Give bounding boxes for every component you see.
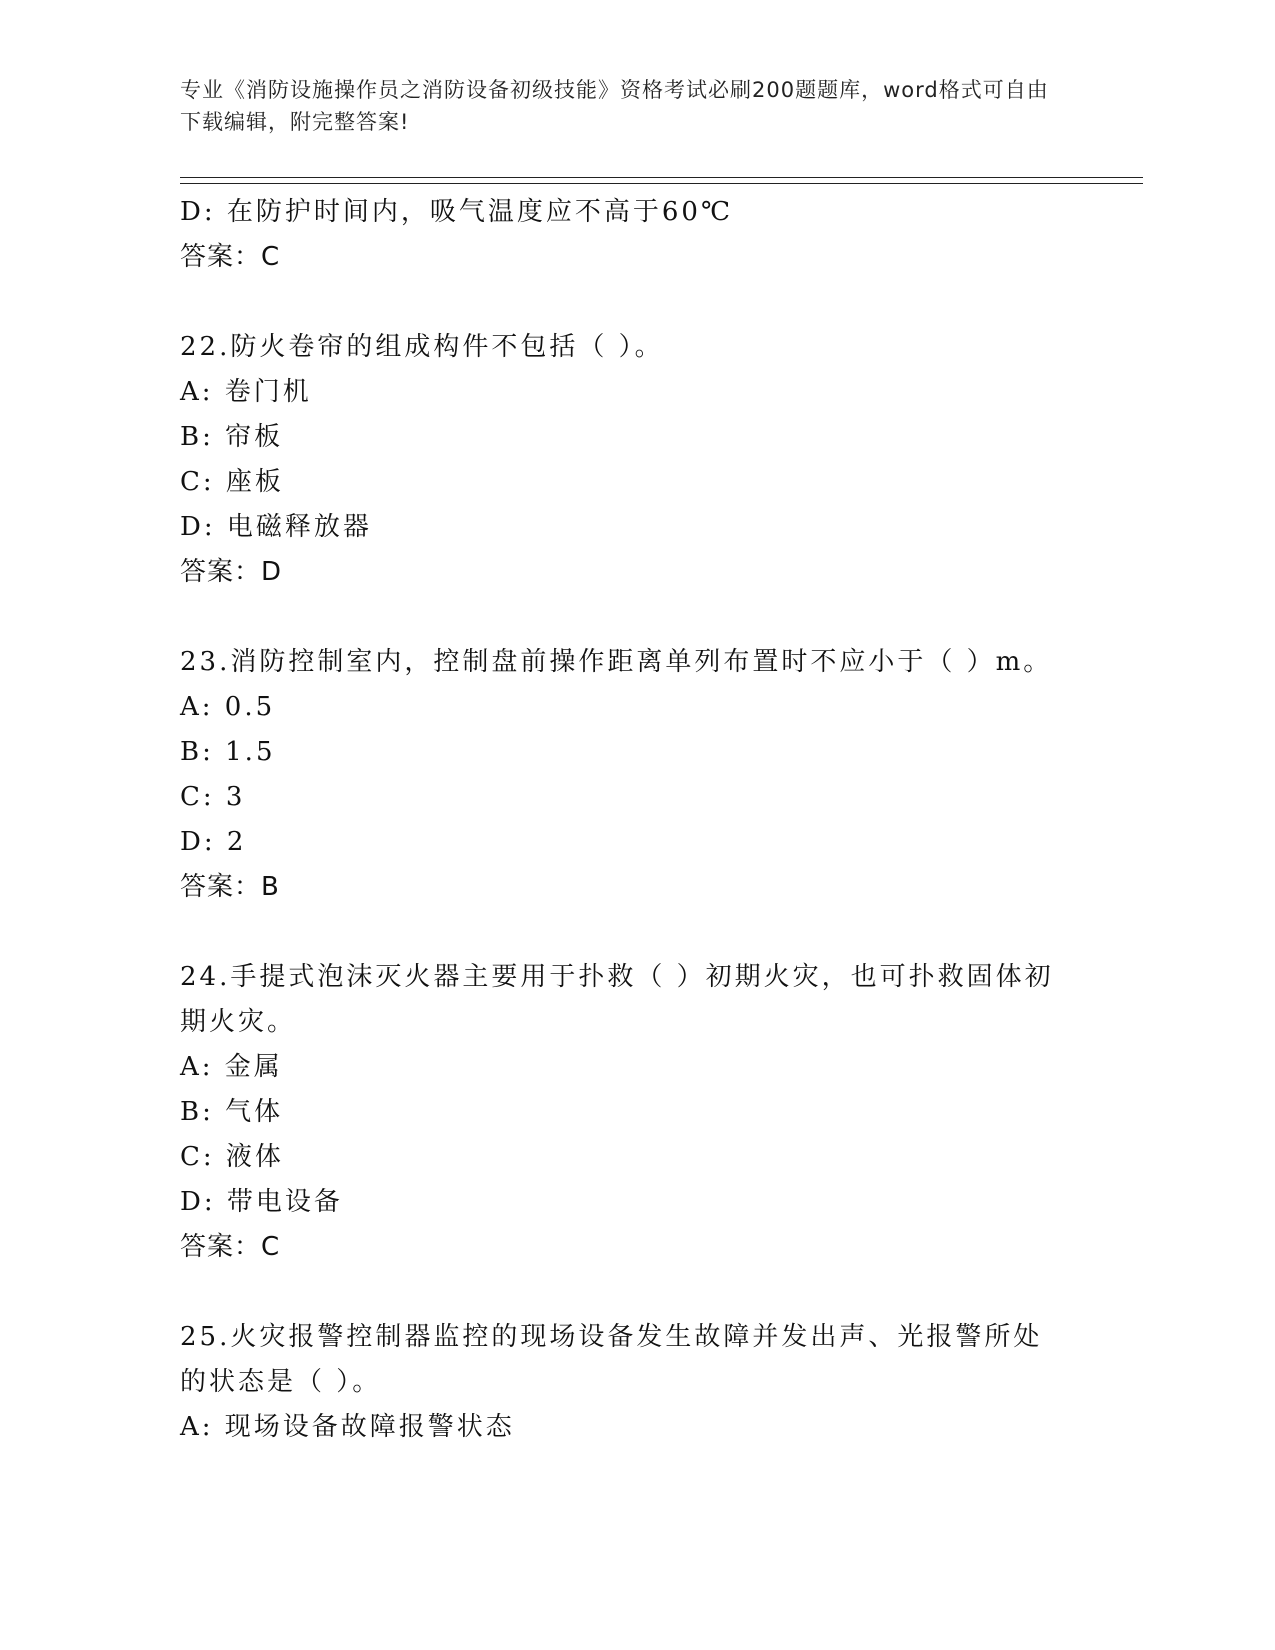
question-23 (180, 640, 1080, 910)
question-23-answer: 答案：B (180, 872, 280, 902)
question-21-option-d: D: 在防护时间内，吸气温度应不高于60℃ (180, 197, 734, 227)
question-24-option-d: D: 带电设备 (180, 1187, 343, 1217)
question-24-answer: 答案：C (180, 1232, 281, 1262)
question-22-stem: 22.防火卷帘的组成构件不包括（ ）。 (180, 332, 664, 362)
question-22-option-a: A: 卷门机 (180, 377, 312, 407)
question-23-option-b: B: 1.5 (180, 737, 276, 767)
question-24-option-c: C: 液体 (180, 1142, 284, 1172)
question-gap (180, 910, 1080, 955)
question-24-option-b: B: 气体 (180, 1097, 284, 1127)
question-21-answer: 答案：C (180, 242, 281, 272)
question-23-stem: 23.消防控制室内，控制盘前操作距离单列布置时不应小于（ ）m。 (180, 647, 1053, 677)
question-22-option-b: B: 帘板 (180, 422, 284, 452)
question-23-option-d: D: 2 (180, 827, 247, 857)
question-content (180, 190, 1080, 1450)
question-24 (180, 955, 1080, 1270)
question-23-option-a: A: 0.5 (180, 692, 276, 722)
question-24-option-a: A: 金属 (180, 1052, 283, 1082)
question-gap (180, 280, 1080, 325)
question-24-stem: 24.手提式泡沫灭火器主要用于扑救（ ）初期火灾，也可扑救固体初期火灾。 (180, 962, 1054, 1037)
question-gap (180, 595, 1080, 640)
question-25 (180, 1315, 1080, 1450)
question-gap (180, 1270, 1080, 1315)
question-22 (180, 325, 1080, 595)
question-23-option-c: C: 3 (180, 782, 246, 812)
question-25-stem: 25.火灾报警控制器监控的现场设备发生故障并发出声、光报警所处的状态是（ ）。 (180, 1322, 1043, 1397)
header-rule-top (180, 177, 1143, 178)
page-header: 专业《消防设施操作员之消防设备初级技能》资格考试必刷200题题库，word格式可自由下载编辑，附完整答案! (180, 78, 1049, 134)
question-22-answer: 答案：D (180, 557, 283, 587)
question-25-option-a: A: 现场设备故障报警状态 (180, 1412, 515, 1442)
header-rule-bottom (180, 183, 1143, 184)
question-22-option-d: D: 电磁释放器 (180, 512, 372, 542)
question-22-option-c: C: 座板 (180, 467, 284, 497)
